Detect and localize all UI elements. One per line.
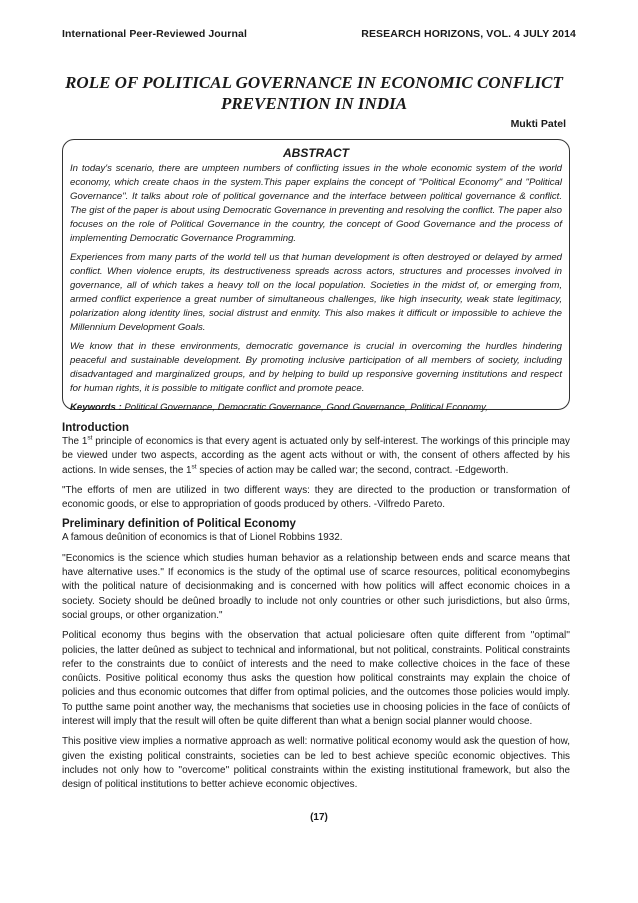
issue-info: RESEARCH HORIZONS, VOL. 4 JULY 2014: [361, 28, 576, 40]
keywords-list: Political Governance, Democratic Governance, Good Governance, Political Economy,: [121, 402, 488, 413]
abstract-paragraph: In today's scenario, there are umpteen numbers of conflicting issues in the whole economic system of the world economy, which create chaos in the system.This paper explains the concept of "Political Economy" and "Political Governance". It talks about role of political governance and the interface between political governance & conflict. The gist of the paper is about using Democratic Governance in preventing and resolving the conflict. The paper also focuses on the role of Political Governance in the country, the concept of Good Governance and the process of implementing Democratic Governance Programming.: [70, 163, 562, 244]
text-run: The 1: [62, 436, 88, 447]
journal-name: International Peer-Reviewed Journal: [62, 28, 247, 40]
text-run: species of action may be called war; the second, contract. -Edgeworth.: [196, 464, 509, 476]
keywords-line: [70, 401, 562, 415]
abstract-heading: ABSTRACT: [283, 146, 349, 160]
abstract-paragraph: Experiences from many parts of the world tell us that human development is often destroyed or delayed by armed conflict. When violence erupts, its destructiveness spreads across actors, structures and processes involved in governance, all of which takes a heavy toll on the local population. Societies in the midst of, or emerging from, armed conflict experience a great number of simultaneous challenges, like high insecurity, weak state legitimacy, polarization along identity lines, social distrust and enmity. This also makes it difficult or impossible to achieve the Millennium Development Goals.: [70, 252, 562, 333]
abstract-box: [62, 139, 570, 413]
article-title: ROLE OF POLITICAL GOVERNANCE IN ECONOMIC CONFLICT PREVENTION IN INDIA: [65, 73, 563, 113]
ordinal-superscript: st: [87, 434, 93, 442]
introduction-paragraph: "The efforts of men are utilized in two different ways: they are directed to the production or transformation of economic goods, or else to appropriation of goods produced by others. -Vilfredo Pareto.: [62, 484, 570, 511]
author-name: Mukti Patel: [510, 118, 566, 130]
ordinal-superscript: st: [191, 463, 197, 471]
body-paragraph: This positive view implies a normative approach as well: normative political economy would ask the question of how, given the existing political constraints, societies can be led to best achieve speciûc economic objectives. This includes not only how to ''overcome'' political constraints within the existing institutional framework, but also the design of political institutions to better achieve economic objectives.: [62, 736, 570, 791]
page-number: (17): [310, 812, 328, 823]
body-paragraph: ''Economics is the science which studies human behavior as a relationship between ends and scarce means that have alternative uses.'' If economics is the study of the optimal use of scarce resources, political economybegins with the political nature of decisionmaking and is concerned with how politics will affect economic choices in a society. Society should be deûned broadly to include not only countries or other such jurisdictions, but also ûrms, social groups, or other organization.": [62, 552, 570, 621]
keywords-label: Keywords :: [70, 402, 122, 413]
introduction-paragraph: [62, 435, 570, 478]
running-header: [62, 28, 576, 40]
introduction-heading: Introduction: [62, 422, 130, 434]
body-paragraph: Political economy thus begins with the observation that actual policiesare often quite different from ''optimal'' policies, the latter deûned as subject to technical and informational, but not political, constraints. Political constraints refer to the constraints due to conûict of interests and the need to make collective choices in the face of these conûicts. Positive political economy thus asks the question how political constraints may explain the choice of policies and thus economic outcomes that differ from optimal policies, and the outcomes those policies would imply. To putthe same point another way, the mechanisms that societies use in choosing policies in the face of conûicts of interest will imply that the result will often be quite different than what a benign social planner would choose.: [62, 630, 570, 728]
abstract-paragraph: We know that in these environments, democratic governance is crucial in overcoming the hurdles hindering peaceful and sustainable development. By promoting inclusive participation of all members of society, including disadvantaged and marginalized groups, and by helping to build up responsive governing institutions and respect for human rights, it is possible to mitigate conflict and promote peace.: [70, 341, 562, 394]
text-run: principle of economics is that every agent is actuated only by self-interest. The workings of this principle may be viewed under two aspects, according as the agent acts without or with, the consent of others affected by his actions. In wide senses, the 1: [62, 436, 570, 476]
body-paragraph: A famous deûnition of economics is that of Lionel Robbins 1932.: [62, 532, 343, 544]
article-body: [62, 422, 570, 799]
preliminary-heading: Preliminary definition of Political Economy: [62, 518, 296, 531]
